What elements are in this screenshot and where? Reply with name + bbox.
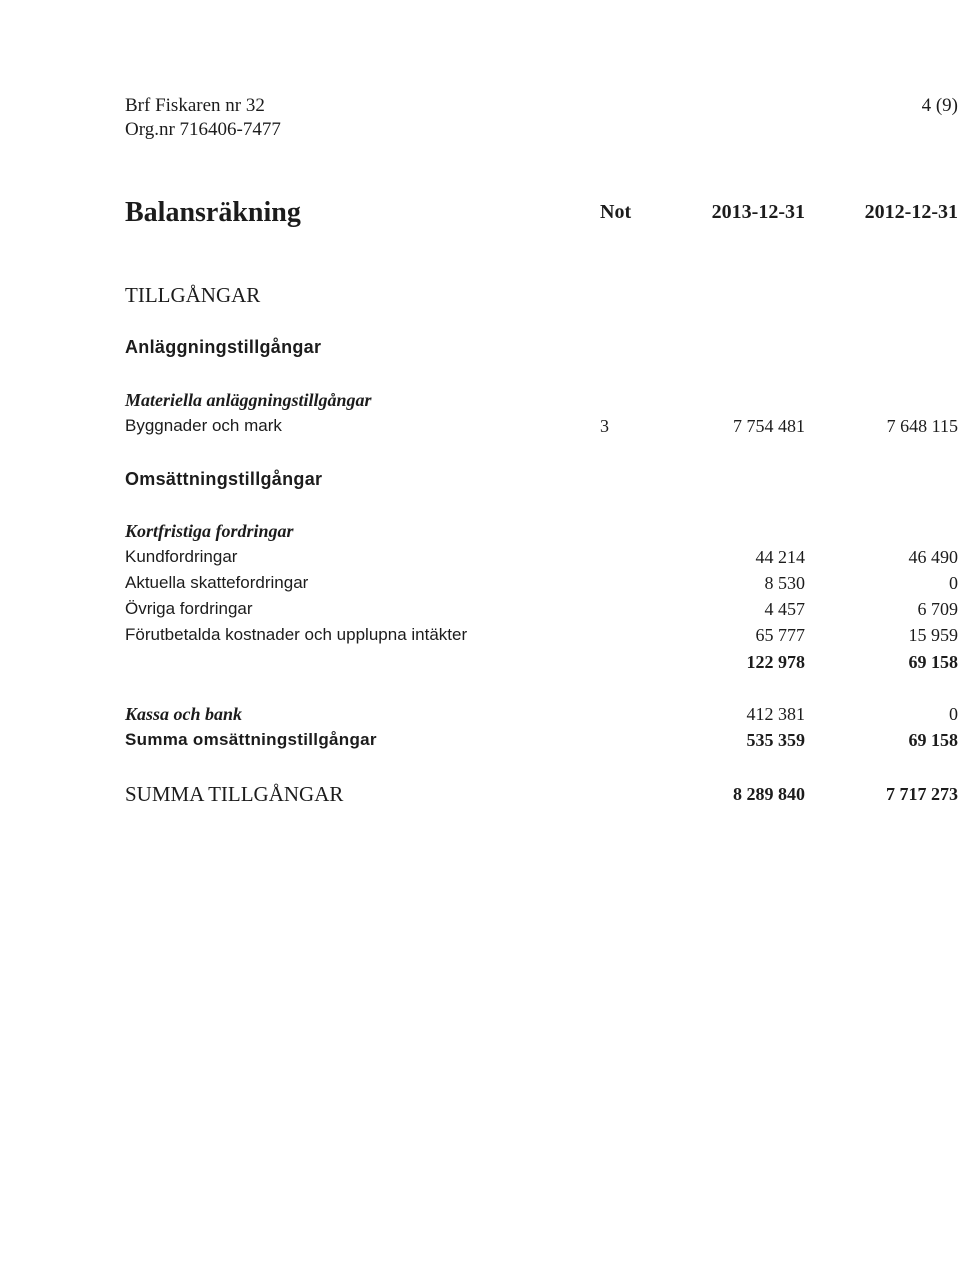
current-assets-total-label: Summa omsättningstillgångar: [125, 730, 377, 749]
row-value-2013: 8 530: [764, 573, 805, 593]
grand-total-row: [0, 781, 960, 805]
receivables-subtotal-row: [0, 650, 960, 674]
tangible-assets-heading: Materiella anläggningstillgångar: [125, 390, 372, 410]
grand-total-label: SUMMA TILLGÅNGAR: [125, 782, 344, 806]
grand-total-2012: 7 717 273: [886, 784, 958, 804]
page-number: 4 (9): [921, 95, 958, 116]
assets-heading: TILLGÅNGAR: [125, 283, 261, 307]
row-label: Övriga fordringar: [125, 599, 253, 618]
row-value-2012: 0: [949, 573, 958, 593]
cash-label: Kassa och bank: [125, 704, 243, 724]
row-label: Aktuella skattefordringar: [125, 573, 309, 592]
row-label: Kundfordringar: [125, 547, 238, 566]
current-assets-total-2012: 69 158: [908, 730, 958, 750]
row-value-2012: 46 490: [908, 547, 958, 567]
cash-row: [0, 702, 960, 726]
row-value-2013: 7 754 481: [733, 416, 805, 436]
row-value-2013: 65 777: [755, 625, 805, 645]
row-value-2012: 15 959: [908, 625, 958, 645]
cash-value-2012: 0: [949, 704, 958, 724]
short-term-receivables-heading: Kortfristiga fordringar: [125, 521, 294, 541]
row-value-2012: 7 648 115: [886, 416, 958, 436]
row-value-2013: 4 457: [764, 599, 805, 619]
table-row: [0, 545, 960, 569]
row-label: Byggnader och mark: [125, 416, 282, 435]
fixed-assets-heading: Anläggningstillgångar: [125, 337, 322, 357]
grand-total-2013: 8 289 840: [733, 784, 805, 804]
row-label: Förutbetalda kostnader och upplupna intäkter: [125, 625, 468, 644]
cash-value-2013: 412 381: [746, 704, 805, 724]
row-value-2012: 6 709: [917, 599, 958, 619]
table-row: [0, 623, 960, 647]
report-title: Balansräkning: [125, 197, 301, 228]
current-assets-heading: Omsättningstillgångar: [125, 469, 323, 489]
current-assets-total-row: [0, 728, 960, 752]
row-value-2013: 44 214: [755, 547, 805, 567]
table-row: [0, 414, 960, 438]
table-row: [0, 597, 960, 621]
table-row: [0, 571, 960, 595]
column-header-year-2012: 2012-12-31: [864, 201, 958, 223]
subtotal-value-2013: 122 978: [746, 652, 805, 672]
column-header-not: Not: [600, 201, 632, 223]
row-note: 3: [600, 416, 609, 436]
organization-name: Brf Fiskaren nr 32: [125, 95, 265, 116]
organization-number: Org.nr 716406-7477: [125, 119, 281, 140]
subtotal-value-2012: 69 158: [908, 652, 958, 672]
current-assets-total-2013: 535 359: [746, 730, 805, 750]
column-header-year-2013: 2013-12-31: [711, 201, 805, 223]
